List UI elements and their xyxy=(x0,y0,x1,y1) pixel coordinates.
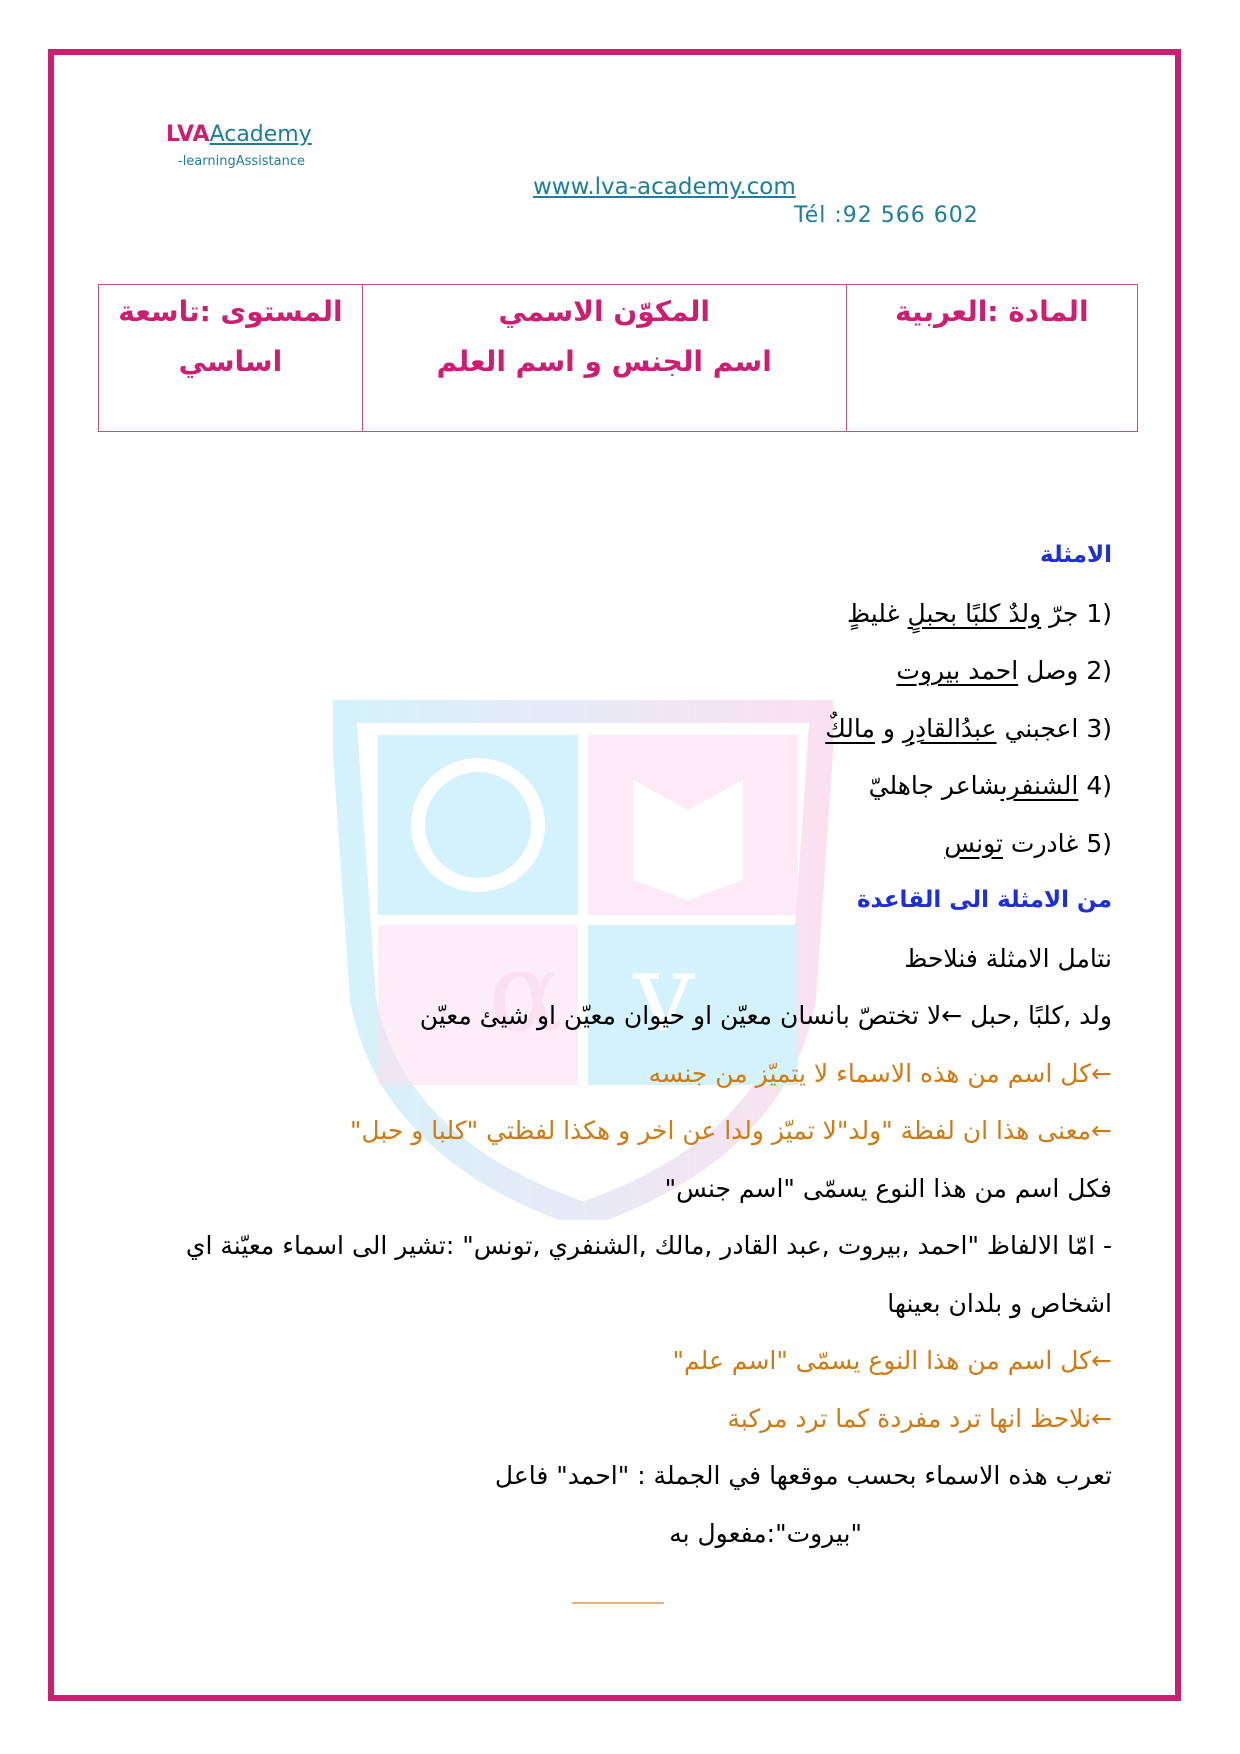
svg-text:v: v xyxy=(633,928,696,1056)
topic-title: المكوّن الاسمي xyxy=(498,295,710,328)
example-3: 3) اعجبني عبدُالقادِرِ و مالكٌ xyxy=(825,713,1112,743)
rule-line: - امّا الالفاظ "احمد ,بيروت ,عبد القادر ,مالك ,الشنفري ,تونس" :تشير الى اسماء معيّنة اي اشخاص و بلدان بعينها xyxy=(185,1231,1112,1318)
rule-line: "بيروت":مفعول به xyxy=(669,1518,862,1548)
rule-line: تعرب هذه الاسماء بحسب موقعها في الجملة : "احمد" فاعل xyxy=(494,1461,1112,1490)
website-link[interactable]: www.lva-academy.com xyxy=(533,174,796,200)
rule-line: نتامل الامثلة فنلاحظ xyxy=(904,943,1112,973)
rule-line-highlight: ←نلاحظ انها ترد مفردة كما ترد مركبة xyxy=(727,1403,1112,1433)
subject-label: المادة :العربية xyxy=(895,295,1089,328)
rule-line-highlight: ←كل اسم من هذه الاسماء لا يتميّز من جنسه xyxy=(648,1058,1112,1088)
example-2: 2) وصل احمد بيروت xyxy=(896,656,1112,685)
rule-line-highlight: ←كل اسم من هذا النوع يسمّى "اسم علم" xyxy=(672,1346,1112,1375)
svg-text:α: α xyxy=(488,928,563,1056)
example-1: 1) جرّ ولدٌ كلبًا بحبلٍ غليظٍ xyxy=(846,598,1112,628)
tagline: -learningAssistance xyxy=(178,154,305,169)
rule-line: فكل اسم من هذا النوع يسمّى "اسم جنس" xyxy=(664,1173,1112,1203)
level-cell xyxy=(99,285,363,432)
logo-lva: LVA xyxy=(166,122,210,147)
topic-cell xyxy=(362,285,846,432)
footer-divider xyxy=(572,1602,664,1604)
logo-academy: Academy xyxy=(209,122,312,147)
rule-title: من الامثلة الى القاعدة xyxy=(856,887,1112,913)
topic-subtitle: اسم الجنس و اسم العلم xyxy=(436,345,772,378)
example-4: 4) الشنفرىشاعر جاهليّ xyxy=(868,771,1112,800)
lesson-content xyxy=(150,527,1112,1562)
examples-title: الامثلة xyxy=(1040,542,1112,568)
example-5: 5) غادرت تونس xyxy=(944,828,1112,858)
rule-line: ولد ,كلبًا ,حبل ←لا تختصّ بانسان معيّن او حيوان معيّن او شيئ معيّن xyxy=(419,1001,1112,1030)
subject-cell xyxy=(846,285,1137,432)
logo[interactable] xyxy=(166,122,312,147)
header-table xyxy=(98,284,1138,432)
rule-line-highlight: ←معنى هذا ان لفظة "ولد"لا تميّز ولدا عن اخر و هكذا لفظتي "كلبا و حبل" xyxy=(349,1116,1112,1145)
phone-number: Tél :92 566 602 xyxy=(794,203,979,228)
level-label: المستوى :تاسعة xyxy=(118,295,343,328)
level-value: اساسي xyxy=(178,345,283,378)
